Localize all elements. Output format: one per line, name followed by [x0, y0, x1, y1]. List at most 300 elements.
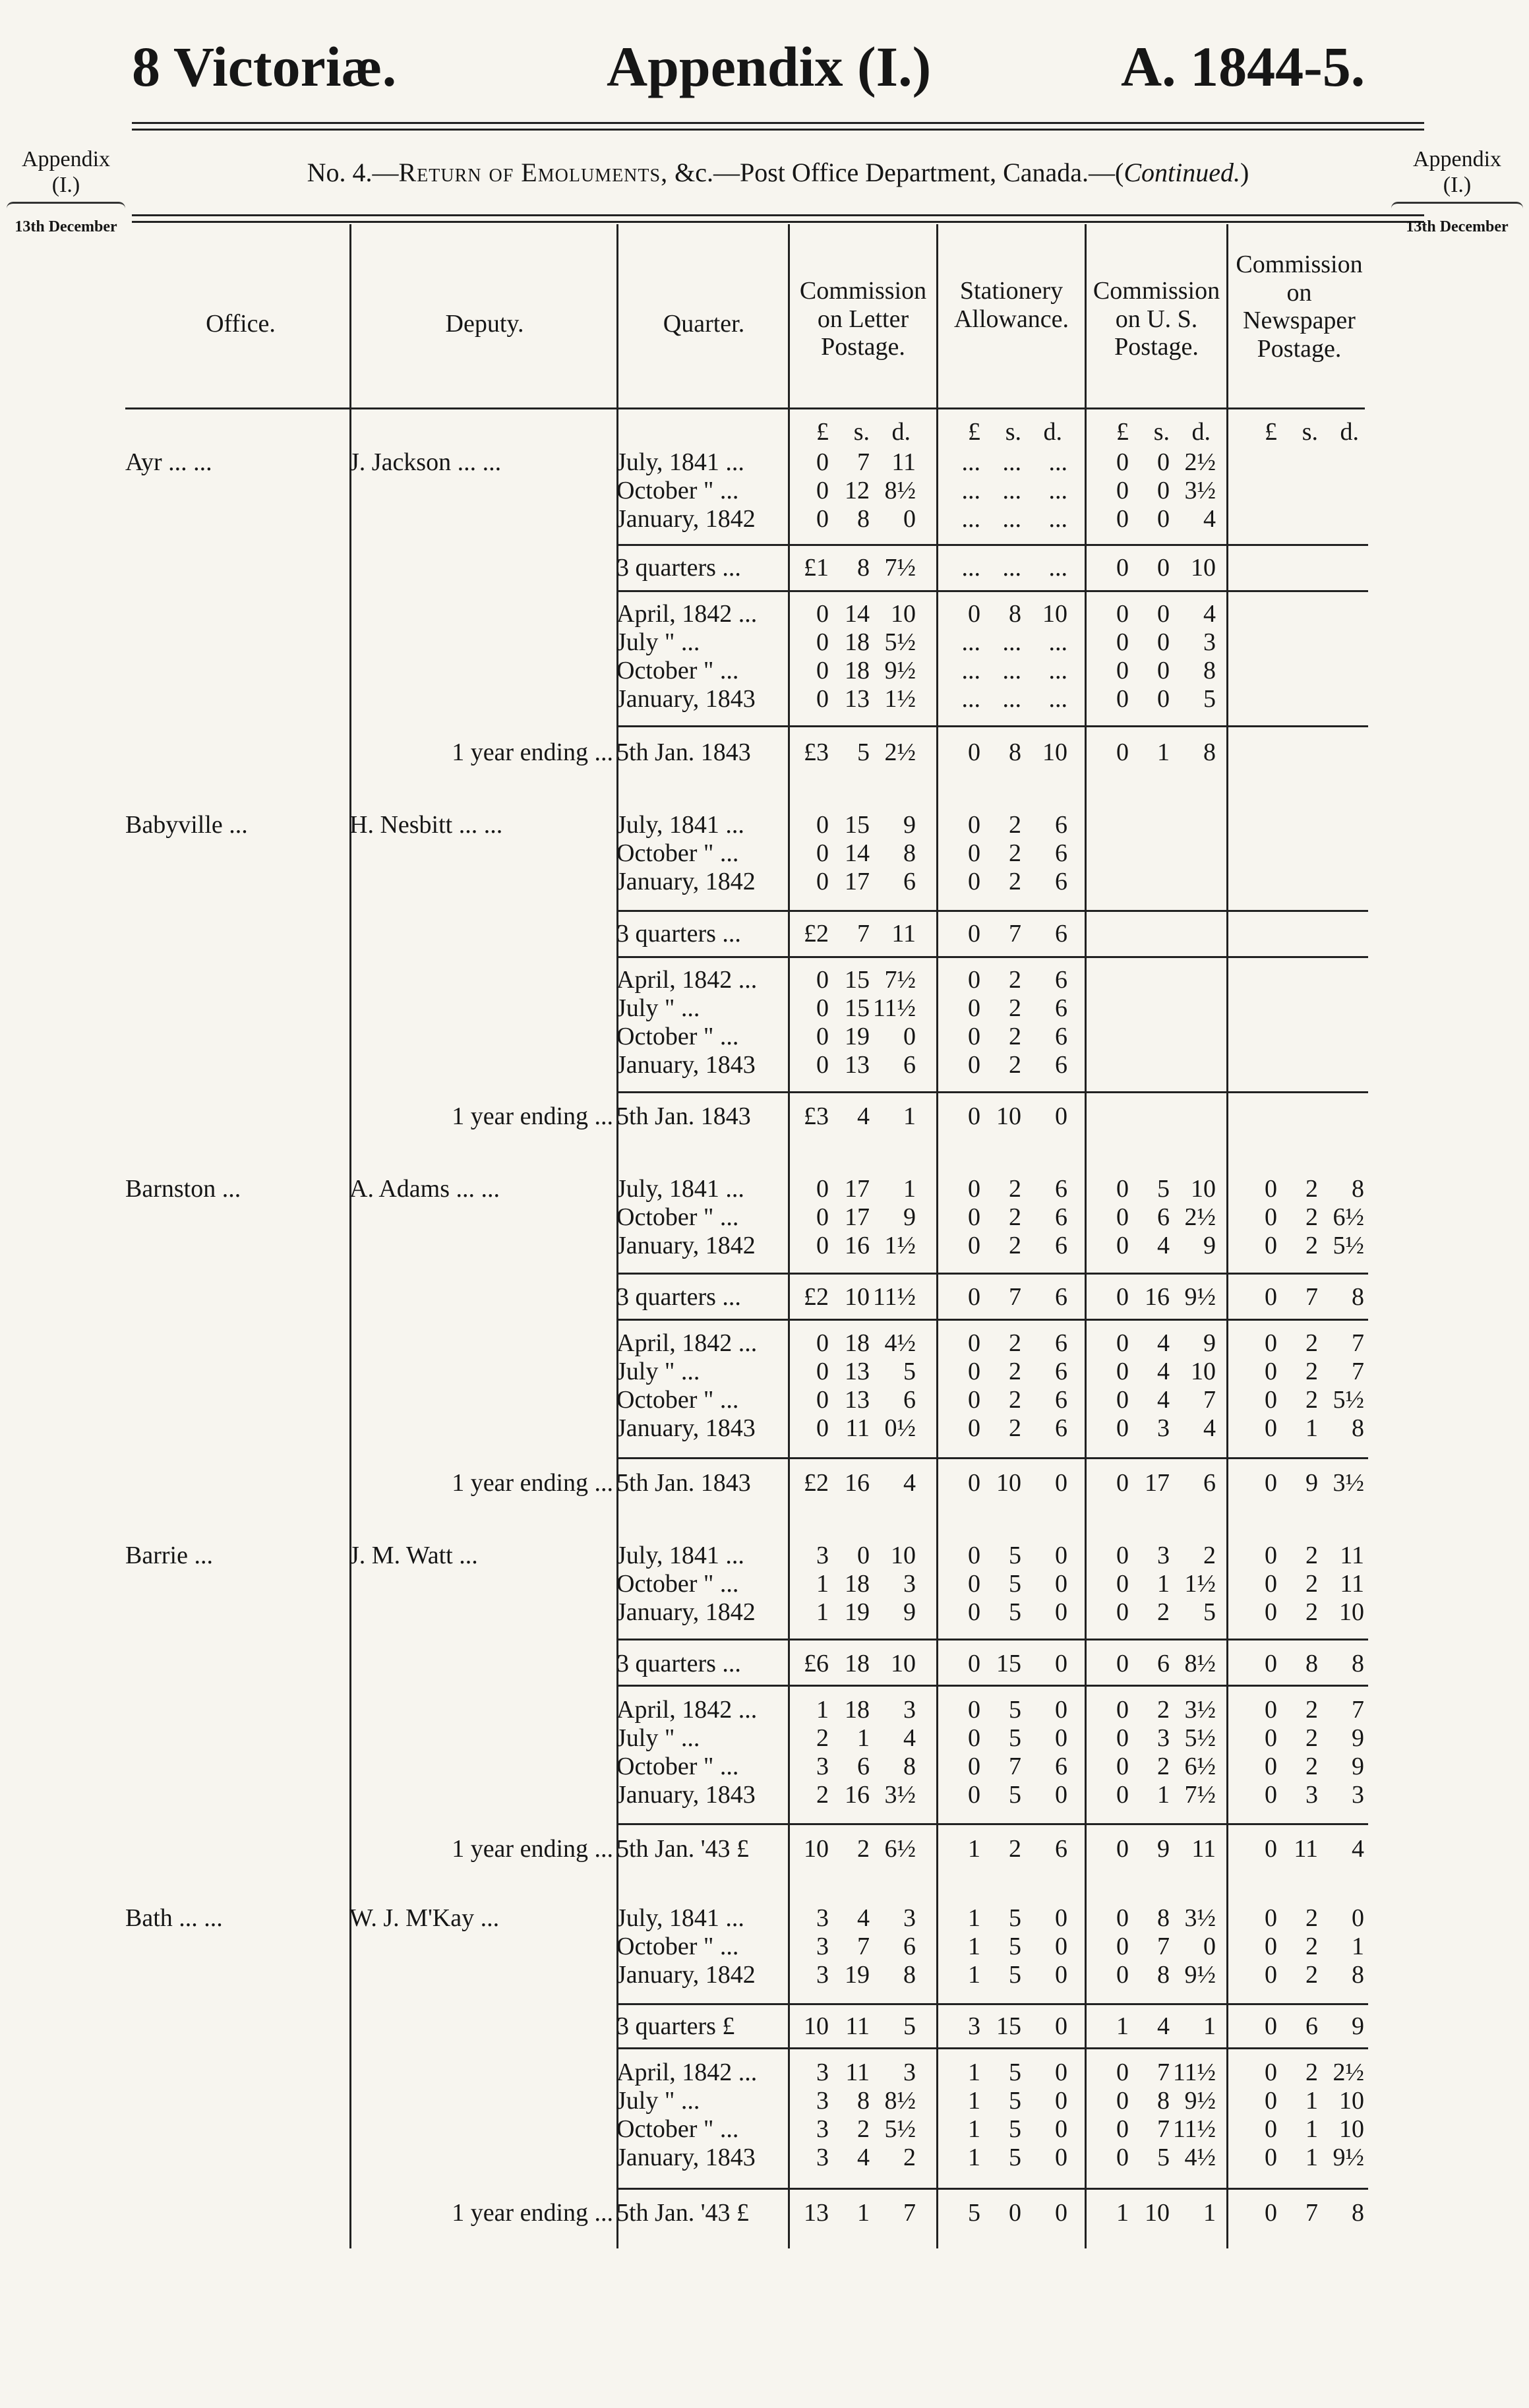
us-commission-cell [1088, 1650, 1216, 1677]
us-commission-cell [1088, 1570, 1216, 1598]
stationery-cell [940, 1696, 1067, 1724]
quarter-cell: 3 quarters ... [616, 554, 741, 582]
shillings-value: 0 [1157, 657, 1170, 684]
pence-value: 7½ [884, 966, 916, 994]
stationery-cell [940, 448, 1067, 476]
pence-value: 6 [903, 1933, 916, 1960]
pence-value: 9 [903, 811, 916, 839]
pence-value: 0 [1055, 1469, 1067, 1497]
pence-value: 8½ [884, 2087, 916, 2115]
shillings-value: ... [1002, 554, 1021, 582]
quarter-cell: 5th Jan. 1843 [616, 1102, 751, 1130]
pounds-value: 0 [1265, 1781, 1277, 1809]
pence-value: 9½ [884, 657, 916, 684]
newspaper-commission-cell [1236, 1835, 1364, 1863]
stationery-cell [940, 1650, 1067, 1677]
pence-value: 11 [891, 920, 916, 948]
pence-value: 3 [903, 1904, 916, 1932]
newspaper-commission-cell [1236, 1283, 1364, 1311]
shillings-value: 3 [1157, 1414, 1170, 1442]
pounds-value: 0 [1116, 1781, 1129, 1809]
pounds-value: 3 [816, 2087, 829, 2115]
subtotal-rule [616, 544, 1368, 546]
pence-value: 8 [903, 1753, 916, 1780]
us-commission-cell [1088, 1414, 1216, 1442]
pounds-value: 0 [1265, 1469, 1277, 1497]
pounds-value: 0 [1116, 448, 1129, 476]
pounds-value: 0 [1116, 2144, 1129, 2171]
newspaper-commission-cell [1236, 2059, 1364, 2086]
pence-value: 6 [903, 868, 916, 895]
pence-value: 5½ [884, 628, 916, 656]
pounds-value: 0 [968, 966, 980, 994]
quarter-cell: July, 1841 ... [616, 811, 744, 839]
letter-commission-cell [788, 1542, 916, 1569]
table-row [0, 1933, 1529, 1960]
pounds-value: 0 [968, 1753, 980, 1780]
shillings-value: 7 [1157, 2115, 1170, 2143]
shillings-value: 15 [845, 811, 870, 839]
shillings-value: 2 [1009, 1386, 1021, 1414]
pence-value: 3½ [1184, 1696, 1216, 1724]
shillings-value: 4 [1157, 1329, 1170, 1357]
pence-value: 2½ [1184, 448, 1216, 476]
quarter-cell: April, 1842 ... [616, 966, 758, 994]
shillings-value: 7 [1009, 1753, 1021, 1780]
shillings-value: 5 [1009, 1781, 1021, 1809]
us-commission-cell [1088, 839, 1216, 867]
unit-pounds: £ [1116, 418, 1129, 446]
pence-value: 4 [903, 1724, 916, 1752]
shillings-value: ... [1002, 657, 1021, 684]
letter-commission-cell [788, 2199, 916, 2227]
pounds-value: 0 [1265, 1933, 1277, 1960]
table-row [0, 1102, 1529, 1130]
newspaper-commission-cell [1236, 1933, 1364, 1960]
pence-value: 0 [1055, 1961, 1067, 1989]
pence-value: 10 [1042, 738, 1067, 766]
pence-value: 8 [1203, 657, 1216, 684]
table-row [0, 1358, 1529, 1385]
pence-value: 5½ [884, 2115, 916, 2143]
shillings-value: 2 [1305, 1696, 1318, 1724]
shillings-value: 18 [845, 1696, 870, 1724]
title-close: ) [1240, 158, 1249, 187]
quarter-cell: July, 1841 ... [616, 1904, 744, 1932]
pounds-value: 0 [968, 1023, 980, 1050]
shillings-value: ... [1002, 628, 1021, 656]
pounds-value: 0 [1265, 2059, 1277, 2086]
table-row [0, 2115, 1529, 2143]
title-caps: Return of Emoluments, [398, 158, 669, 187]
shillings-value: 2 [1305, 1175, 1318, 1203]
pence-value: 6 [1055, 1232, 1067, 1259]
letter-commission-cell [788, 1904, 916, 1932]
newspaper-commission-cell [1236, 2115, 1364, 2143]
pence-value: 9½ [1184, 2087, 1216, 2115]
letter-commission-cell [788, 554, 916, 582]
pence-value: ... [1048, 685, 1067, 713]
pounds-value: ... [961, 685, 980, 713]
shillings-value: 2 [1305, 1933, 1318, 1960]
pence-value: 6 [1055, 1753, 1067, 1780]
shillings-value: 2 [1305, 1203, 1318, 1231]
pounds-value: 0 [816, 1175, 829, 1203]
letter-commission-cell [788, 738, 916, 766]
pounds-value: ... [961, 657, 980, 684]
pence-value: 0 [1055, 1570, 1067, 1598]
pounds-value: 0 [968, 1358, 980, 1385]
header-line: on U. S. [1115, 305, 1198, 333]
pence-value: 6 [1055, 1023, 1067, 1050]
pounds-value: 1 [968, 1904, 980, 1932]
pence-value: 5 [903, 1358, 916, 1385]
newspaper-commission-cell [1236, 1961, 1364, 1989]
shillings-value: 2 [1009, 1232, 1021, 1259]
stationery-cell [940, 738, 1067, 766]
pounds-value: 0 [1116, 2115, 1129, 2143]
pence-value: 9 [1352, 2012, 1364, 2040]
quarter-cell: April, 1842 ... [616, 1329, 758, 1357]
pounds-value: 3 [816, 1753, 829, 1780]
newspaper-commission-cell [1236, 1542, 1364, 1569]
pence-value: 4½ [1184, 2144, 1216, 2171]
pence-value: 8 [1352, 1414, 1364, 1442]
letter-commission-cell [788, 1283, 916, 1311]
pounds-value: 3 [816, 2144, 829, 2171]
shillings-value: 5 [1157, 1175, 1170, 1203]
pounds-value: 0 [1116, 1283, 1129, 1311]
pence-value: 3½ [884, 1781, 916, 1809]
shillings-value: 8 [857, 2087, 870, 2115]
header-line: Postage. [1257, 334, 1342, 363]
pounds-value: 1 [968, 1933, 980, 1960]
subtotal-rule [616, 1685, 1368, 1687]
pence-value: 8 [1352, 2199, 1364, 2227]
shillings-value: 3 [1305, 1781, 1318, 1809]
pence-value: 6 [1055, 1175, 1067, 1203]
pounds-value: 3 [816, 1933, 829, 1960]
us-commission-cell [1088, 1232, 1216, 1259]
shillings-value: 0 [1157, 554, 1170, 582]
newspaper-commission-cell [1236, 505, 1364, 533]
pounds-value: 3 [816, 1904, 829, 1932]
pence-value: 2½ [1333, 2059, 1364, 2086]
stationery-cell [940, 2087, 1067, 2115]
us-commission-cell [1088, 1203, 1216, 1231]
pence-value: 9½ [1333, 2144, 1364, 2171]
pence-value: 5½ [1184, 1724, 1216, 1752]
pounds-value: 1 [1116, 2199, 1129, 2227]
page-header-appendix: Appendix (I.) [607, 35, 932, 98]
quarter-cell: January, 1843 [616, 1414, 756, 1442]
units-us [1088, 417, 1211, 446]
pounds-value: 0 [968, 1051, 980, 1079]
pounds-value: 0 [816, 1414, 829, 1442]
table-row [0, 1329, 1529, 1357]
shillings-value: 18 [845, 1329, 870, 1357]
pence-value: 10 [1339, 2087, 1364, 2115]
letter-commission-cell [788, 1598, 916, 1626]
shillings-value: 10 [996, 1102, 1021, 1130]
stationery-cell [940, 1386, 1067, 1414]
shillings-value: 16 [845, 1781, 870, 1809]
pence-value: 4 [903, 1469, 916, 1497]
pence-value: 10 [891, 1542, 916, 1569]
pounds-value: 1 [816, 1570, 829, 1598]
shillings-value: 0 [1157, 448, 1170, 476]
pounds-value: 0 [816, 505, 829, 533]
shillings-value: 1 [1305, 2144, 1318, 2171]
pounds-value: 0 [1116, 685, 1129, 713]
stationery-cell [940, 2059, 1067, 2086]
pence-value: 0 [1055, 1542, 1067, 1569]
pence-value: 6 [1055, 1414, 1067, 1442]
newspaper-commission-cell [1236, 1232, 1364, 1259]
pounds-value: 0 [1116, 505, 1129, 533]
pounds-value: 0 [968, 920, 980, 948]
newspaper-commission-cell [1236, 1781, 1364, 1809]
pence-value: 8 [1352, 1175, 1364, 1203]
shillings-value: 11 [1294, 1835, 1318, 1863]
office-cell: Barnston ... [125, 1175, 241, 1203]
pence-value: 0 [1055, 2199, 1067, 2227]
us-commission-cell [1088, 477, 1216, 504]
letter-commission-cell [788, 477, 916, 504]
us-commission-cell [1088, 2012, 1216, 2040]
pounds-value: 1 [968, 1835, 980, 1863]
stationery-cell [940, 920, 1067, 948]
units-stationery [940, 417, 1062, 446]
shillings-value: 0 [1157, 685, 1170, 713]
shillings-value: 10 [1145, 2199, 1170, 2227]
pence-value: 11½ [1172, 2115, 1216, 2143]
pounds-value: 0 [968, 1598, 980, 1626]
shillings-value: 19 [845, 1961, 870, 1989]
quarter-cell: October " ... [616, 477, 739, 504]
unit-pounds: £ [968, 418, 980, 446]
letter-commission-cell [788, 2087, 916, 2115]
pence-value: 6 [1055, 994, 1067, 1022]
stationery-cell [940, 628, 1067, 656]
newspaper-commission-cell [1236, 839, 1364, 867]
shillings-value: 5 [1157, 2144, 1170, 2171]
quarter-cell: January, 1842 [616, 868, 756, 895]
unit-pence: d. [1191, 418, 1211, 446]
title-rest: &c.—Post Office Department, Canada.—( [668, 158, 1124, 187]
pounds-value: ... [961, 477, 980, 504]
pence-value: 6 [1055, 868, 1067, 895]
pounds-value: 0 [1265, 1358, 1277, 1385]
pounds-value: 0 [968, 1542, 980, 1569]
shillings-value: 1 [1157, 738, 1170, 766]
newspaper-commission-cell [1236, 868, 1364, 895]
us-commission-cell [1088, 505, 1216, 533]
pounds-value: 0 [1265, 1961, 1277, 1989]
pence-value: 9 [903, 1203, 916, 1231]
pence-value: 0 [1055, 1102, 1067, 1130]
table-row [0, 1781, 1529, 1809]
col-header-stationery [938, 277, 1085, 333]
letter-commission-cell [788, 1203, 916, 1231]
pounds-value: £2 [804, 1283, 829, 1311]
shillings-value: 2 [1157, 1696, 1170, 1724]
table-row [0, 1283, 1529, 1311]
pence-value: 10 [1191, 1175, 1216, 1203]
pounds-value: 1 [1116, 2012, 1129, 2040]
pounds-value: 0 [968, 1283, 980, 1311]
col-header-quarter: Quarter. [663, 310, 745, 338]
us-commission-cell [1088, 811, 1216, 839]
pounds-value: £3 [804, 738, 829, 766]
newspaper-commission-cell [1236, 657, 1364, 684]
pounds-value: 0 [816, 600, 829, 628]
pence-value: 3½ [1184, 1904, 1216, 1932]
letter-commission-cell [788, 1753, 916, 1780]
col-header-office: Office. [206, 310, 276, 338]
stationery-cell [940, 1414, 1067, 1442]
pence-value: 11 [891, 448, 916, 476]
shillings-value: 2 [1009, 1358, 1021, 1385]
us-commission-cell [1088, 1542, 1216, 1569]
newspaper-commission-cell [1236, 1598, 1364, 1626]
pounds-value: 0 [1116, 1650, 1129, 1677]
unit-pence: d. [891, 418, 911, 446]
pounds-value: 3 [816, 1542, 829, 1569]
pence-value: ... [1048, 628, 1067, 656]
table-row [0, 554, 1529, 582]
letter-commission-cell [788, 1358, 916, 1385]
pounds-value: 0 [968, 1781, 980, 1809]
pence-value: 6 [1055, 966, 1067, 994]
pence-value: 4 [1352, 1835, 1364, 1863]
table-row [0, 2012, 1529, 2040]
newspaper-commission-cell [1236, 1175, 1364, 1203]
pence-value: 1 [903, 1102, 916, 1130]
stationery-cell [940, 811, 1067, 839]
letter-commission-cell [788, 448, 916, 476]
pounds-value: £1 [804, 554, 829, 582]
pounds-value: 0 [1116, 2059, 1129, 2086]
pounds-value: 3 [816, 2059, 829, 2086]
shillings-value: 2 [1305, 1232, 1318, 1259]
shillings-value: 8 [1157, 1904, 1170, 1932]
pounds-value: 0 [1265, 1203, 1277, 1231]
shillings-value: 2 [1305, 1904, 1318, 1932]
pence-value: 11 [1340, 1542, 1364, 1569]
table-row [0, 811, 1529, 839]
pence-value: 0 [903, 505, 916, 533]
quarter-cell: 3 quarters ... [616, 1283, 741, 1311]
pence-value: 1 [1203, 2012, 1216, 2040]
subtotal-rule [616, 910, 1368, 912]
letter-commission-cell [788, 657, 916, 684]
us-commission-cell [1088, 2144, 1216, 2171]
shillings-value: 8 [1009, 738, 1021, 766]
shillings-value: 17 [845, 1175, 870, 1203]
stationery-cell [940, 1542, 1067, 1569]
pence-value: 5 [1203, 685, 1216, 713]
pence-value: 0 [1055, 2012, 1067, 2040]
quarter-cell: October " ... [616, 2115, 739, 2143]
table-row [0, 2059, 1529, 2086]
pence-value: 10 [1191, 554, 1216, 582]
shillings-value: 5 [1009, 2144, 1021, 2171]
pounds-value: 3 [816, 1961, 829, 1989]
shillings-value: 2 [1009, 839, 1021, 867]
header-line: Postage. [1114, 333, 1199, 361]
shillings-value: ... [1002, 685, 1021, 713]
pence-value: 3 [903, 2059, 916, 2086]
newspaper-commission-cell [1236, 685, 1364, 713]
pounds-value: 0 [816, 839, 829, 867]
page-header-session: 8 Victoriæ. [132, 35, 397, 98]
stationery-cell [940, 1904, 1067, 1932]
shillings-value: 7 [1305, 1283, 1318, 1311]
shillings-value: 2 [857, 1835, 870, 1863]
shillings-value: 2 [1009, 868, 1021, 895]
shillings-value: 5 [1009, 1724, 1021, 1752]
quarter-cell: January, 1842 [616, 1598, 756, 1626]
pounds-value: 0 [1265, 1329, 1277, 1357]
table-row [0, 738, 1529, 766]
office-cell: Bath ... ... [125, 1904, 223, 1932]
pounds-value: 0 [1265, 2144, 1277, 2171]
shillings-value: 3 [1157, 1542, 1170, 1569]
pounds-value: 0 [1116, 1203, 1129, 1231]
deputy-cell: J. Jackson ... ... [349, 448, 502, 476]
stationery-cell [940, 685, 1067, 713]
table-row [0, 628, 1529, 656]
subtotal-rule [616, 1457, 1368, 1459]
shillings-value: 18 [845, 1570, 870, 1598]
pounds-value: 0 [1265, 1598, 1277, 1626]
shillings-value: 9 [1157, 1835, 1170, 1863]
pounds-value: 0 [968, 868, 980, 895]
pounds-value: 0 [816, 1023, 829, 1050]
margin-note-number: (I.) [1443, 173, 1472, 198]
pence-value: 10 [891, 600, 916, 628]
stationery-cell [940, 600, 1067, 628]
pence-value: 1 [903, 1175, 916, 1203]
shillings-value: 0 [1157, 628, 1170, 656]
letter-commission-cell [788, 1724, 916, 1752]
pounds-value: 2 [816, 1724, 829, 1752]
shillings-value: 0 [1157, 477, 1170, 504]
newspaper-commission-cell [1236, 1102, 1364, 1130]
quarter-cell: 5th Jan. 1843 [616, 1469, 751, 1497]
pounds-value: 0 [1116, 1598, 1129, 1626]
pounds-value: 13 [804, 2199, 829, 2227]
subtotal-rule [616, 2047, 1368, 2049]
pounds-value: 2 [816, 1781, 829, 1809]
pounds-value: 0 [968, 1386, 980, 1414]
stationery-cell [940, 1570, 1067, 1598]
shillings-value: 16 [1145, 1283, 1170, 1311]
pence-value: 3 [903, 1570, 916, 1598]
office-cell: Ayr ... ... [125, 448, 212, 476]
pounds-value: 0 [1265, 1696, 1277, 1724]
pence-value: 9 [1352, 1753, 1364, 1780]
newspaper-commission-cell [1236, 2199, 1364, 2227]
pounds-value: 10 [804, 2012, 829, 2040]
us-commission-cell [1088, 1175, 1216, 1203]
shillings-value: 10 [996, 1469, 1021, 1497]
letter-commission-cell [788, 1329, 916, 1357]
pence-value: 6 [1055, 1358, 1067, 1385]
table-row [0, 685, 1529, 713]
quarter-cell: July " ... [616, 1358, 700, 1385]
